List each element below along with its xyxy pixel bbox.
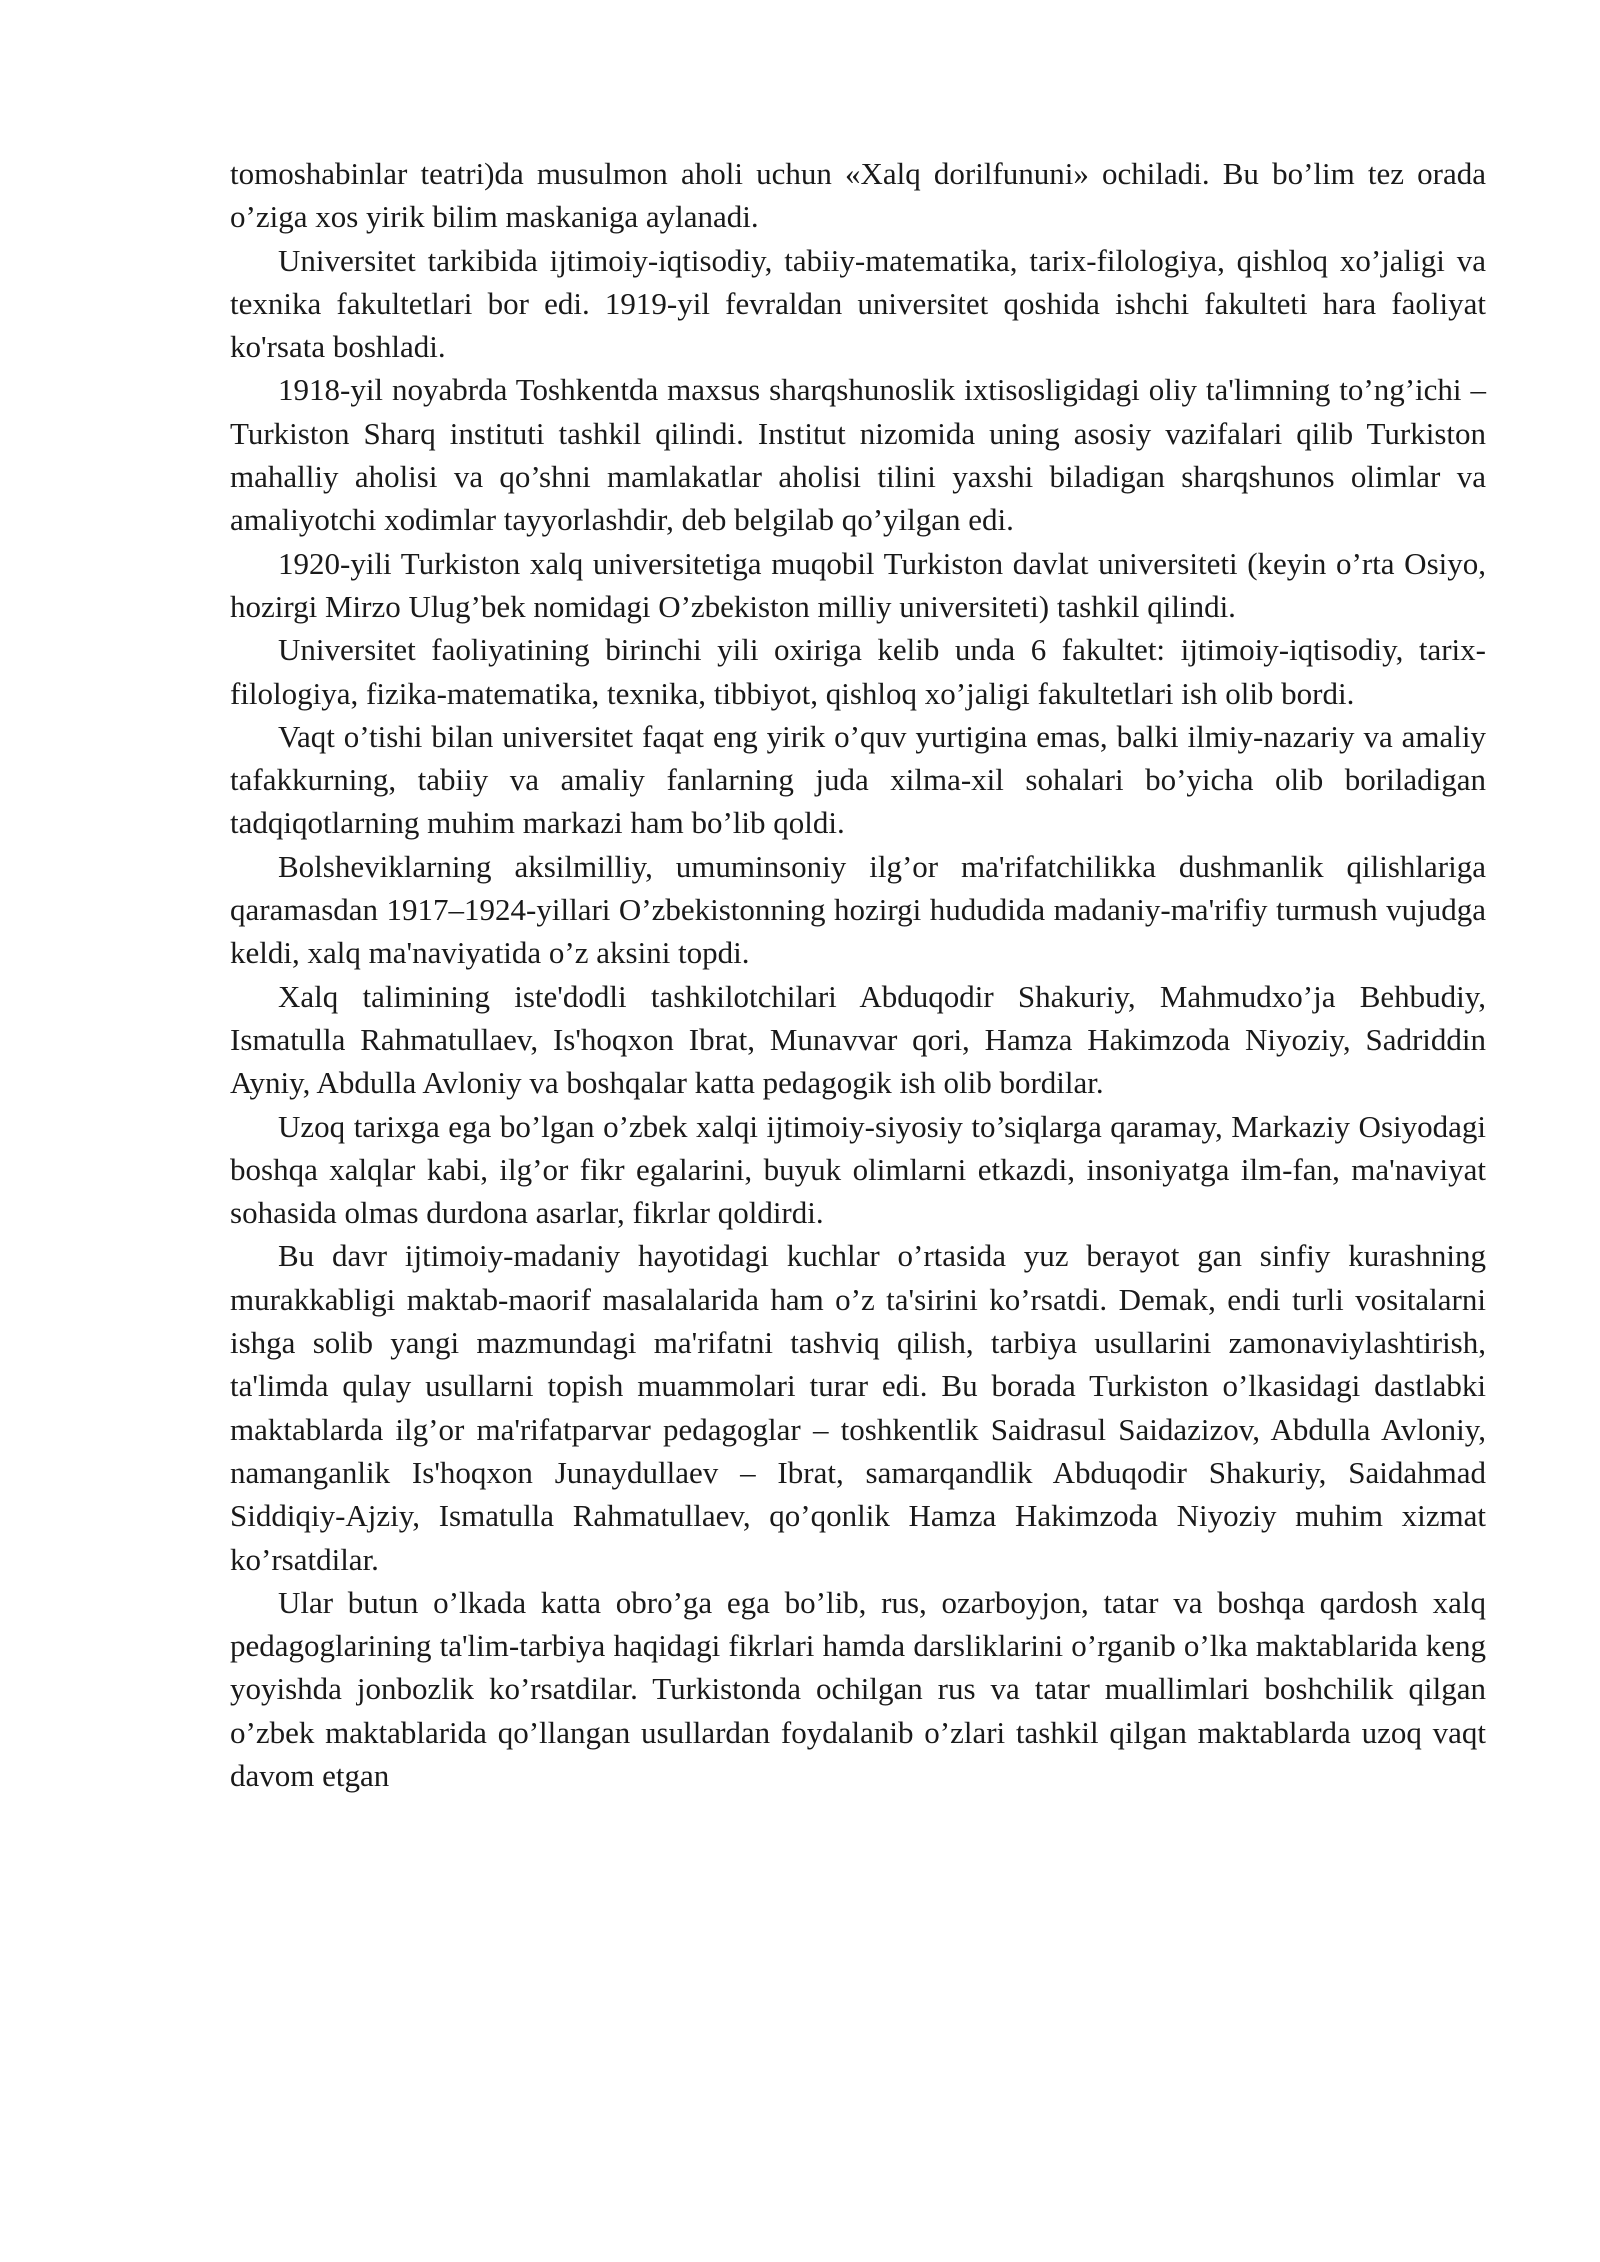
- paragraph-ilmiy-markaz: Vaqt o’tishi bilan universitet faqat eng yirik o’quv yurtigina emas, balki ilmiy-nazariy va amaliy tafakkurning, tabiiy va amaliy fanlarning juda xilma-xil sohalari bo’yicha olib boriladigan tadqiqotlarning muhim markazi ham bo’lib qoldi.: [230, 718, 1486, 841]
- paragraph-sinfiy-kurash: Bu davr ijtimoiy-madaniy hayotidagi kuchlar o’rtasida yuz berayot gan sinfiy kurashning murakkabligi maktab-maorif masalalarida ham o’z ta'sirini ko’rsatdi. Demak, endi turli vositalarni ishga solib yangi mazmundagi ma'rifatni tashviq qilish, tarbiya usullarini zamonaviylashtirish, ta'limda qulay usullarni topish muammolari turar edi. Bu borada Turkiston o’lkasidagi dastlabki maktablarda ilg’or ma'rifatparvar pedagoglar – toshkentlik Saidrasul Saidazizov, Abdulla Avloniy, namanganlik Is'hoqxon Junaydullaev – Ibrat, samarqandlik Abduqodir Shakuriy, Saidahmad Siddiqiy-Ajziy, Ismatulla Rahmatullaev, qo’qonlik Hamza Hakimzoda Niyoziy muhim xizmat ko’rsatdilar.: [230, 1238, 1486, 1577]
- paragraph-birinchi-yil: Universitet faoliyatining birinchi yili oxiriga kelib unda 6 fakultet: ijtimoiy-iqtisodiy, tarix-filologiya, fizika-matematika, texnika, tibbiyot, qishloq xo’jaligi fakultetlari ish olib bordi.: [230, 632, 1486, 711]
- paragraph-xalq-talimi: Xalq talimining iste'dodli tashkilotchilari Abduqodir Shakuriy, Mahmudxo’ja Behbudiy, Ismatulla Rahmatullaev, Is'hoqxon Ibrat, Munavvar qori, Hamza Hakimzoda Niyoziy, Sadriddin Ayniy, Abdulla Avloniy va boshqalar katta pedagogik ish olib bordilar.: [230, 978, 1486, 1101]
- document-body: [230, 152, 1486, 1797]
- paragraph-bolsheviklar: Bolsheviklarning aksilmilliy, umuminsoniy ilg’or ma'rifatchilikka dushmanlik qilishlariga qaramasdan 1917–1924-yillari O’zbekistonning hozirgi hududida madaniy-ma'rifiy turmush vujudga keldi, xalq ma'naviyatida o’z aksini topdi.: [230, 848, 1486, 971]
- paragraph-davlat-universiteti: 1920-yili Turkiston xalq universitetiga muqobil Turkiston davlat universiteti (keyin o’rta Osiyo, hozirgi Mirzo Ulug’bek nomidagi O’zbekiston milliy universiteti) tashkil qilindi.: [230, 545, 1486, 624]
- paragraph-universitet-fakultetlari: Universitet tarkibida ijtimoiy-iqtisodiy, tabiiy-matematika, tarix-filologiya, qishloq xo’jaligi va texnika fakultetlari bor edi. 1919-yil fevraldan universitet qoshida ishchi fakulteti hara faoliyat ko'rsata boshladi.: [230, 242, 1486, 365]
- paragraph-obro: Ular butun o’lkada katta obro’ga ega bo’lib, rus, ozarboyjon, tatar va boshqa qardosh xalq pedagoglarining ta'lim-tarbiya haqidagi fikrlari hamda darsliklarini o’rganib o’lka maktablarida keng yoyishda jonbozlik ko’rsatdilar. Turkistonda ochilgan rus va tatar muallimlari boshchilik qilgan o’zbek maktablarida qo’llangan usullardan foydalanib o’zlari tashkil qilgan maktablarda uzoq vaqt davom etgan: [230, 1584, 1486, 1793]
- paragraph-uzoq-tarix: Uzoq tarixga ega bo’lgan o’zbek xalqi ijtimoiy-siyosiy to’siqlarga qaramay, Markaziy Osiyodagi boshqa xalqlar kabi, ilg’or fikr egalarini, buyuk olimlarni etkazdi, insoniyatga ilm-fan, ma'naviyat sohasida olmas durdona asarlar, fikrlar qoldirdi.: [230, 1108, 1486, 1231]
- paragraph-continued: tomoshabinlar teatri)da musulmon aholi uchun «Xalq dorilfununi» ochiladi. Bu bo’lim tez orada o’ziga xos yirik bilim maskaniga aylanadi.: [230, 156, 1486, 235]
- paragraph-sharq-instituti: 1918-yil noyabrda Toshkentda maxsus sharqshunoslik ixtisosligidagi oliy ta'limning to’ng’ichi – Turkiston Sharq instituti tashkil qilindi. Institut nizomida uning asosiy vazifalari qilib Turkiston mahalliy aholisi va qo’shni mamlakatlar aholisi tilini yaxshi biladigan sharqshunos olimlar va amaliyotchi xodimlar tayyorlashdir, deb belgilab qo’yilgan edi.: [230, 372, 1486, 538]
